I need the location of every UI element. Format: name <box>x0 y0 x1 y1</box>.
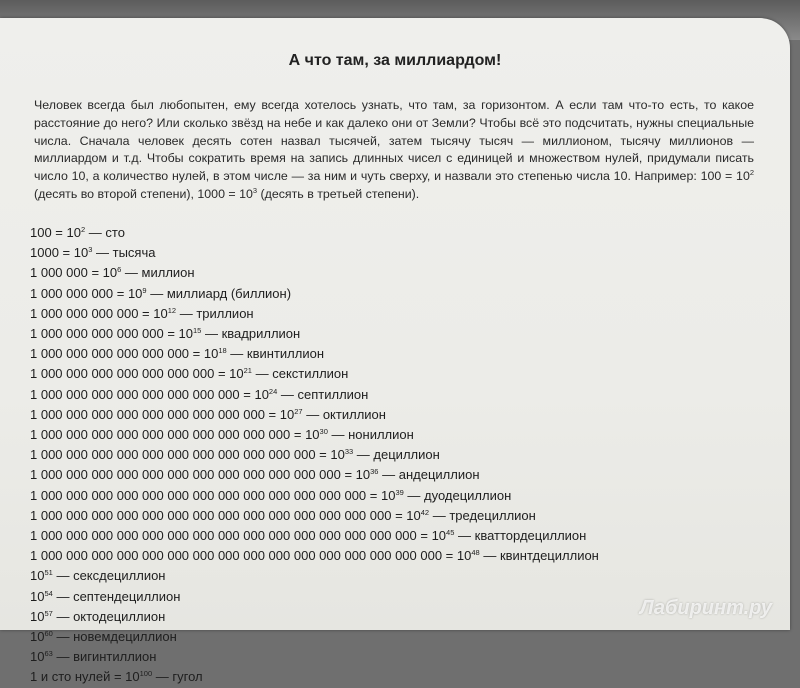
dash-separator: — <box>458 528 472 544</box>
number-row <box>30 667 770 687</box>
number-value: 1 000 000 = 10 <box>30 265 118 281</box>
number-row <box>30 546 770 566</box>
number-exponent: 51 <box>44 568 53 578</box>
number-name: сексдециллион <box>73 568 166 584</box>
number-row <box>30 506 770 526</box>
watermark-logo: Лабиринт.ру <box>639 597 772 619</box>
number-name: квинтиллион <box>246 346 325 362</box>
number-name: андециллион <box>398 467 480 483</box>
number-value: 1 000 000 000 000 000 000 000 000 000 000 000 000 000 000 000 = 10 <box>30 528 447 544</box>
number-row <box>30 465 770 485</box>
number-row <box>30 627 770 647</box>
dash-separator: — <box>179 305 193 321</box>
number-value: 10 <box>30 629 45 645</box>
number-value: 1 000 000 000 000 000 000 = 10 <box>30 346 219 362</box>
number-exponent: 63 <box>44 649 53 659</box>
number-row <box>30 344 770 364</box>
number-name: септендециллион <box>73 588 181 604</box>
number-name: секстиллион <box>272 366 349 382</box>
number-exponent: 24 <box>268 386 278 396</box>
dash-separator: — <box>407 487 421 503</box>
number-value: 1 000 000 000 = 10 <box>30 285 143 301</box>
number-exponent: 12 <box>167 305 177 315</box>
number-exponent: 57 <box>44 608 53 618</box>
number-row <box>30 486 770 506</box>
number-value: 10 <box>30 649 45 665</box>
number-value: 1 000 000 000 000 000 000 000 000 000 000 = 10 <box>30 427 320 443</box>
dash-separator: — <box>56 588 70 604</box>
number-row <box>30 647 770 667</box>
number-name: миллиард (биллион) <box>166 285 292 301</box>
number-value: 1 000 000 000 000 000 000 000 000 000 000 000 000 000 000 000 000 = 10 <box>30 548 472 564</box>
number-exponent: 9 <box>142 285 147 295</box>
number-exponent: 18 <box>218 346 227 356</box>
number-name: квинтдециллион <box>499 548 599 564</box>
dash-separator: — <box>56 568 70 584</box>
number-exponent: 30 <box>319 427 328 437</box>
dash-separator: — <box>483 548 497 564</box>
number-name: октодециллион <box>73 608 166 624</box>
example-2-exponent: 3 <box>252 185 258 195</box>
number-value: 1 и сто нулей = 10 <box>30 669 140 685</box>
dash-separator: — <box>56 629 70 645</box>
intro-paragraph <box>34 97 754 204</box>
number-exponent: 2 <box>80 225 86 234</box>
number-name: миллион <box>141 265 195 281</box>
number-value: 1 000 000 000 000 000 000 000 000 000 000 000 000 = 10 <box>30 467 371 483</box>
number-row <box>30 223 770 243</box>
number-row <box>30 243 770 263</box>
number-value: 1 000 000 000 000 000 000 000 000 = 10 <box>30 386 269 402</box>
number-exponent: 45 <box>446 528 455 538</box>
number-name: септиллион <box>297 386 369 402</box>
intro-text: Человек всегда был любопытен, ему всегда хотелось узнать, что там, за горизонтом. А если там что-то есть, то какое расстояние до него? Или сколько звёзд на небе и как далеко они от Земли? Чтобы всё это подсчитать, нужны специальные числа. Сначала человек десять сотен назвал тысячей, затем тысячу тысяч — миллионом, тысячу миллионов — миллиардом и т.д. Чтобы сократить время на запись длинных чисел с единицей и множеством нулей, придумали писать число 10, а количество нулей, в этом числе — за ним и чуть сверху, и назвали это степенью числа 10. Например: <box>34 98 754 184</box>
dash-separator: — <box>150 285 164 301</box>
number-exponent: 36 <box>370 467 379 477</box>
number-name: триллион <box>196 305 254 321</box>
number-row <box>30 284 770 304</box>
number-row <box>30 526 770 546</box>
example-1-exponent: 2 <box>749 168 755 178</box>
number-row <box>30 445 770 465</box>
number-value: 1 000 000 000 000 = 10 <box>30 305 168 321</box>
number-value: 1000 = 10 <box>30 245 89 261</box>
number-exponent: 54 <box>44 588 53 598</box>
dash-separator: — <box>432 507 446 523</box>
number-value: 1 000 000 000 000 000 000 000 = 10 <box>30 366 244 382</box>
dash-separator: — <box>155 669 169 685</box>
dash-separator: — <box>255 366 269 382</box>
number-name: тысяча <box>112 245 156 261</box>
page-title: А что там, за миллиардом! <box>288 52 502 69</box>
dash-separator: — <box>204 326 218 342</box>
number-name: сто <box>105 225 125 240</box>
number-name: гугол <box>172 669 203 685</box>
number-value: 1 000 000 000 000 000 000 000 000 000 000 000 000 000 000 = 10 <box>30 507 421 523</box>
number-value: 10 <box>30 568 45 584</box>
dash-separator: — <box>382 467 396 483</box>
number-name: дециллион <box>373 447 440 463</box>
dash-separator: — <box>280 386 294 402</box>
number-value: 10 <box>30 608 45 624</box>
number-exponent: 3 <box>88 245 93 255</box>
number-row <box>30 425 770 445</box>
number-exponent: 33 <box>344 447 354 457</box>
dash-separator: — <box>96 245 109 261</box>
dash-separator: — <box>306 406 320 422</box>
number-exponent: 42 <box>420 507 430 517</box>
number-row <box>30 566 770 586</box>
number-exponent: 60 <box>44 629 53 639</box>
number-row <box>30 304 770 324</box>
number-exponent: 48 <box>471 548 480 558</box>
dash-separator: — <box>56 608 70 624</box>
dash-separator: — <box>331 427 345 443</box>
example-2-base: 1000 = 10 <box>197 186 253 201</box>
number-name: новемдециллион <box>73 629 177 645</box>
number-exponent: 100 <box>139 669 153 679</box>
dash-separator: — <box>88 225 102 240</box>
number-name: нониллион <box>348 427 414 443</box>
number-row <box>30 364 770 384</box>
dash-separator: — <box>56 649 70 665</box>
number-row <box>30 324 770 344</box>
number-value: 1 000 000 000 000 000 000 000 000 000 000 000 000 000 = 10 <box>30 487 396 503</box>
number-row <box>30 385 770 405</box>
number-value: 1 000 000 000 000 000 000 000 000 000 = 10 <box>30 406 295 422</box>
number-name: октиллион <box>322 406 386 422</box>
number-exponent: 27 <box>294 406 303 416</box>
number-name: вигинтиллион <box>73 649 157 665</box>
example-1-base: 100 = 10 <box>700 169 750 184</box>
number-value: 1 000 000 000 000 000 000 000 000 000 000 000 = 10 <box>30 447 345 463</box>
number-exponent: 39 <box>395 487 404 497</box>
number-name: тредециллион <box>449 507 536 523</box>
dash-separator: — <box>356 447 370 463</box>
number-name: дуодециллион <box>424 487 512 503</box>
number-value: 100 = 10 <box>30 225 81 240</box>
number-row <box>30 405 770 425</box>
number-exponent: 6 <box>117 265 122 275</box>
number-value: 1 000 000 000 000 000 = 10 <box>30 326 194 342</box>
number-exponent: 15 <box>193 326 202 336</box>
dash-separator: — <box>124 265 138 281</box>
number-row <box>30 263 770 283</box>
example-1-note: (десять во второй степени), <box>34 186 198 201</box>
number-name: квадриллион <box>221 326 301 342</box>
number-name: кваттордециллион <box>474 528 587 544</box>
number-exponent: 21 <box>243 366 252 376</box>
dash-separator: — <box>230 346 244 362</box>
number-value: 10 <box>30 588 45 604</box>
example-2-note: (десять в третьей степени). <box>257 186 420 201</box>
